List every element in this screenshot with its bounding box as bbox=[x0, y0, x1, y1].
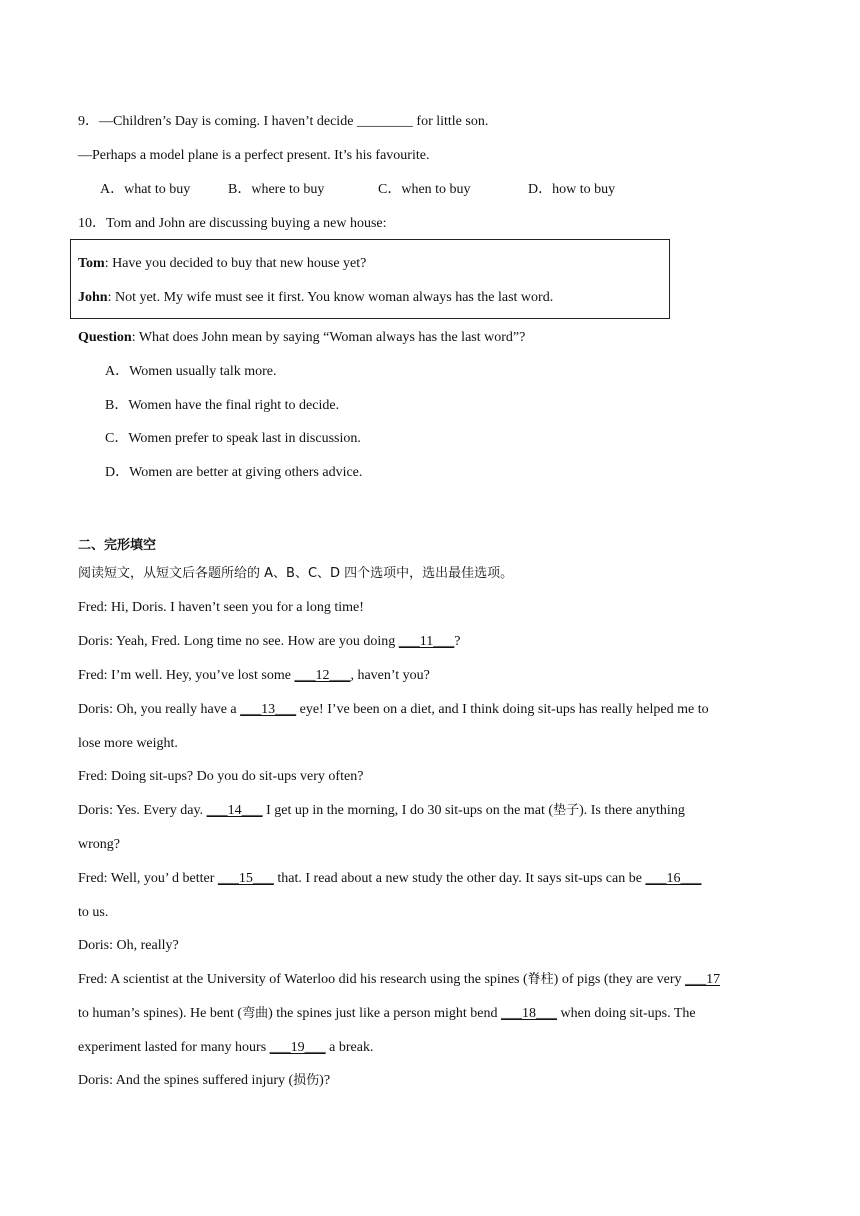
text: Doris: Yeah, Fred. Long time no see. How are you doing bbox=[78, 634, 399, 649]
text: Doris: Oh, you really have a bbox=[78, 702, 241, 717]
q10-question bbox=[78, 329, 525, 347]
q9-option-d: D．how to buy bbox=[528, 182, 616, 197]
text: )? bbox=[319, 1073, 331, 1088]
text: a break. bbox=[325, 1040, 374, 1055]
text: Fred: A scientist at the University of Waterloo did his research using the spines ( bbox=[78, 972, 528, 987]
text: when doing sit-ups. The bbox=[557, 1006, 696, 1021]
text-cjk: 垫子 bbox=[553, 803, 580, 818]
passage-line-6: Fred: Doing sit-ups? Do you do sit-ups very often? bbox=[78, 769, 364, 784]
q9-option-c: C．when to buy bbox=[378, 182, 471, 197]
passage-line-7 bbox=[78, 802, 685, 820]
passage-line-11: Doris: Oh, really? bbox=[78, 938, 179, 953]
text: ). Is there anything bbox=[579, 803, 685, 818]
passage-line-5: lose more weight. bbox=[78, 736, 178, 751]
passage-line-4 bbox=[78, 701, 709, 719]
text-cjk: 损伤 bbox=[293, 1073, 320, 1088]
passage-line-14 bbox=[78, 1039, 373, 1057]
text: Fred: I’m well. Hey, you’ve lost some bbox=[78, 668, 295, 683]
passage-line-8: wrong? bbox=[78, 837, 120, 852]
dialog-text-2: : Not yet. My wife must see it first. You know woman always has the last word. bbox=[107, 290, 554, 305]
blank-12: ___12___ bbox=[294, 668, 351, 683]
q10-dialog-line-1 bbox=[78, 255, 366, 273]
passage-line-2 bbox=[78, 633, 461, 651]
blank-15: ___15___ bbox=[217, 871, 274, 886]
dialog-text-1: : Have you decided to buy that new house yet? bbox=[104, 256, 367, 271]
text: Doris: And the spines suffered injury ( bbox=[78, 1073, 294, 1088]
text: experiment lasted for many hours bbox=[78, 1040, 270, 1055]
q10-dialog-box bbox=[70, 239, 670, 319]
blank-11: ___11___ bbox=[398, 634, 455, 649]
text-cjk: 弯曲 bbox=[242, 1006, 269, 1021]
q10-dialog-line-2 bbox=[78, 289, 553, 307]
text: ) the spines just like a person might bend bbox=[268, 1006, 502, 1021]
question-text: : What does John mean by saying “Woman always has the last word”? bbox=[131, 330, 526, 345]
blank-17: ___17 bbox=[685, 972, 721, 987]
q9-option-b: B．where to buy bbox=[228, 182, 325, 197]
passage-line-1: Fred: Hi, Doris. I haven’t seen you for a long time! bbox=[78, 600, 364, 615]
q9-stem: 9．—Children’s Day is coming. I haven’t decide ________ for little son. bbox=[78, 114, 489, 129]
q9-reply: —Perhaps a model plane is a perfect present. It’s his favourite. bbox=[78, 148, 430, 163]
passage-line-13 bbox=[78, 1005, 696, 1023]
text: Doris: Yes. Every day. bbox=[78, 803, 207, 818]
q10-option-d: D．Women are better at giving others advice. bbox=[105, 465, 363, 480]
text: Fred: Well, you’ d better bbox=[78, 871, 218, 886]
speaker-john: John bbox=[78, 290, 108, 305]
blank-18: ___18___ bbox=[501, 1006, 558, 1021]
q10-option-b: B．Women have the final right to decide. bbox=[105, 398, 340, 413]
text: ? bbox=[454, 634, 461, 649]
q10-option-c: C．Women prefer to speak last in discussion. bbox=[105, 431, 361, 446]
blank-14: ___14___ bbox=[206, 803, 263, 818]
text: to human’s spines). He bent ( bbox=[78, 1006, 243, 1021]
passage-line-12 bbox=[78, 971, 720, 989]
text: I get up in the morning, I do 30 sit-ups on the mat ( bbox=[262, 803, 554, 818]
blank-19: ___19___ bbox=[269, 1040, 326, 1055]
passage-line-9 bbox=[78, 870, 701, 888]
blank-13: ___13___ bbox=[240, 702, 297, 717]
section-instruction: 阅读短文，从短文后各题所给的 A、B、C、D 四个选项中，选出最佳选项。 bbox=[78, 566, 514, 581]
passage-line-15 bbox=[78, 1072, 330, 1090]
q10-option-a: A．Women usually talk more. bbox=[105, 364, 277, 379]
text: ) of pigs (they are very bbox=[553, 972, 686, 987]
question-label: Question bbox=[78, 330, 132, 345]
text-cjk: 脊柱 bbox=[527, 972, 554, 987]
section-heading: 二、完形填空 bbox=[78, 538, 157, 553]
passage-line-10: to us. bbox=[78, 905, 109, 920]
text: , haven’t you? bbox=[350, 668, 430, 683]
speaker-tom: Tom bbox=[78, 256, 105, 271]
q10-stem: 10．Tom and John are discussing buying a new house: bbox=[78, 216, 387, 231]
text: that. I read about a new study the other day. It says sit-ups can be bbox=[273, 871, 646, 886]
text: eye! I’ve been on a diet, and I think doing sit-ups has really helped me to bbox=[296, 702, 709, 717]
blank-16: ___16___ bbox=[645, 871, 702, 886]
q9-option-a: A．what to buy bbox=[100, 182, 191, 197]
passage-line-3 bbox=[78, 667, 430, 685]
